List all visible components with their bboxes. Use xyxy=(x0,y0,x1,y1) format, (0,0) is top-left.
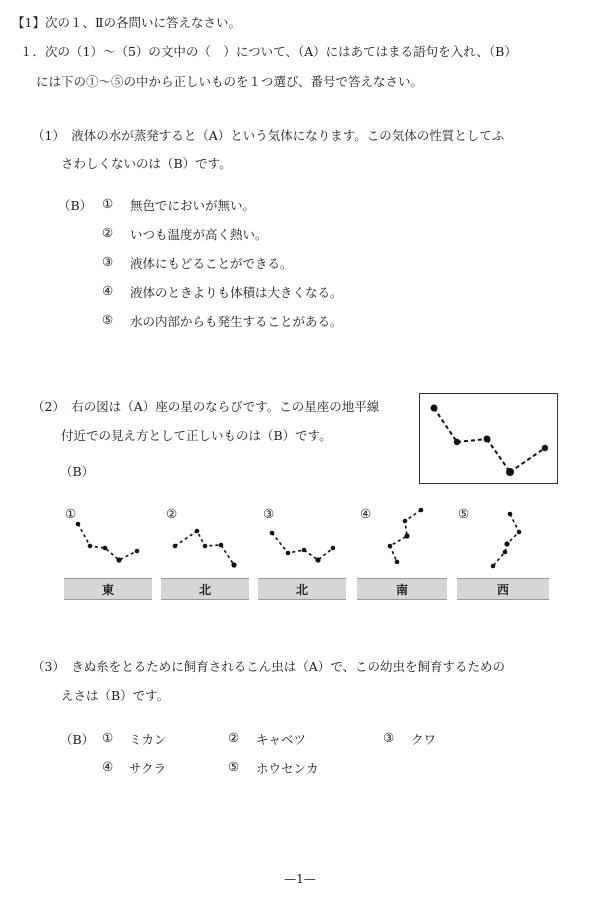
section-header: 【1】次の１、Ⅱの各問いに答えなさい。 xyxy=(12,15,241,30)
q2-option-5-figure xyxy=(468,506,548,570)
q1-line-1: （1） 液体の水が蒸発すると（A）という気体になります。この気体の性質としてふ xyxy=(32,128,505,143)
q3-b-label: （B） xyxy=(60,732,95,747)
q2-b-label: （B） xyxy=(60,464,95,479)
star xyxy=(454,439,460,445)
q2-option-4-figure xyxy=(366,500,446,564)
q2-option-2-figure xyxy=(166,510,246,574)
constellation-figure xyxy=(419,393,558,484)
direction-bar-5: 西 xyxy=(457,578,549,600)
instruction-line-2: には下の①～⑤の中から正しいものを１つ選び、番号で答えなさい。 xyxy=(36,74,424,89)
q2-option-1-num: ① xyxy=(65,506,77,521)
q3-option-4-num: ④ xyxy=(102,759,114,774)
direction-bar-1: 東 xyxy=(64,578,152,600)
constellation-diagram xyxy=(420,394,557,483)
q1-option-3-num: ③ xyxy=(102,254,114,269)
q2-option-4-num: ④ xyxy=(360,506,372,521)
star xyxy=(431,405,438,412)
star xyxy=(484,436,491,443)
direction-bar-3: 北 xyxy=(258,578,346,600)
q2-line-1: （2） 右の図は（A）座の星のならびです。この星座の地平線 xyxy=(32,399,380,414)
q1-option-2-text: いつも温度が高く熱い。 xyxy=(130,227,268,242)
q1-option-2-num: ② xyxy=(102,225,114,240)
q3-option-1-text: ミカン xyxy=(129,732,167,747)
q1-line-2: さわしくないのは（B）です。 xyxy=(61,156,232,171)
q1-option-3-text: 液体にもどることができる。 xyxy=(130,256,293,271)
q3-line-2: えさは（B）です。 xyxy=(61,688,170,703)
q2-option-5-num: ⑤ xyxy=(458,506,470,521)
q3-option-1-num: ① xyxy=(102,730,114,745)
q2-option-3-figure xyxy=(264,510,344,574)
q3-option-3-text: クワ xyxy=(411,732,437,747)
q1-option-5-num: ⑤ xyxy=(102,312,114,327)
q1-option-4-text: 液体のときよりも体積は大きくなる。 xyxy=(130,285,343,300)
q3-option-2-text: キャベツ xyxy=(256,732,307,747)
direction-bar-2: 北 xyxy=(161,578,249,600)
q3-option-3-num: ③ xyxy=(383,730,395,745)
q2-line-2: 付近での見え方として正しいものは（B）です。 xyxy=(61,428,332,443)
page-number: —1— xyxy=(284,872,316,886)
direction-bar-4: 南 xyxy=(357,578,447,600)
star xyxy=(542,445,548,451)
q2-option-1-figure xyxy=(66,510,146,574)
q3-option-5-text: ホウセンカ xyxy=(256,761,319,776)
instruction-line-1: １．次の（1）～（5）の文中の（ ）について、（A）にはあてはまる語句を入れ、（B） xyxy=(20,44,517,59)
q3-line-1: （3） きぬ糸をとるために飼育されるこん虫は（A）で、この幼虫を飼育するための xyxy=(32,659,505,674)
q2-option-3-num: ③ xyxy=(263,506,275,521)
q1-option-5-text: 水の内部からも発生することがある。 xyxy=(130,314,343,329)
q3-option-2-num: ② xyxy=(228,730,240,745)
q1-option-1-text: 無色でにおいが無い。 xyxy=(130,198,256,213)
q1-b-label: （B） xyxy=(58,198,93,213)
q3-option-4-text: サクラ xyxy=(129,761,167,776)
q1-option-1-num: ① xyxy=(102,196,114,211)
q2-option-2-num: ② xyxy=(166,506,178,521)
star xyxy=(506,468,514,476)
q1-option-4-num: ④ xyxy=(102,283,114,298)
q3-option-5-num: ⑤ xyxy=(228,759,240,774)
